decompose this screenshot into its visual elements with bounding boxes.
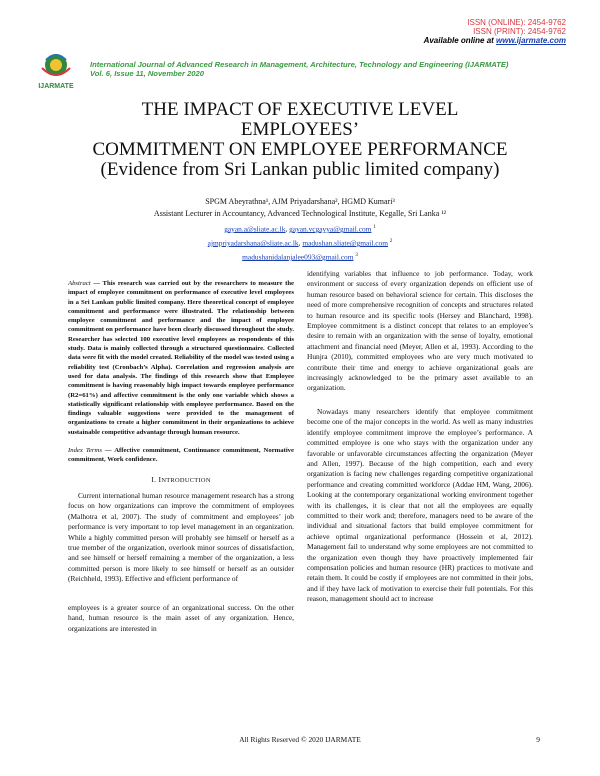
body-paragraph: identifying variables that influence to job performance. Today, work environment or success of every organization depends on efficient use of human resource based on behavioral science for certain. This discloses the need of more comprehensive recognition of concepts and structures related to human resource and its specific tools (Hersey and Blanchard, 1998). Employee commitment is a distinct concept that relates to an employee’s desire to remain with an organization with the sense of loyalty, emotional attachment and financial need (Meyer, Allen et al, 1993). According to the Hunjra (2010), committed employees who are very much motivated to contribute their time and energy to achieve organizational goals are increasingly acknowledged to be the primary asset available to an organization. [307,269,533,393]
logo-text: IJARMATE [38,83,74,90]
email-link[interactable]: madushanidalanjalee093@gmail.com [242,252,354,262]
body-paragraph: employees is a greater source of an organizational success. On the other hand, human resource is the main asset of any organization. Hence, organizations are interested in [68,602,294,633]
index-terms [68,446,294,465]
abstract-text: — This research was carried out by the researchers to measure the impact of employee commitment on performance of executive level employees in a Sri Lankan public limited company. Here theoretical concept of employee commitment and performance were illustrated. The relationship between employee commitment and performance and the impact of employee commitment on performance have been clearly discussed throughout the study. Researcher has selected 100 executive level employees as respondents of this study. Data is mainly collected through a structured questionnaire. Collected data were fit with the model created. Reliability of the model was tested using a reliability test (Cronbach’s Alpha). Correlation and regression analysis are used for data analysis. The findings of this research show that Employee commitment is having reasonably high impact towards employee performance (R2=61%) and affective commitment is the only one variable which shows a statistically significant relationship with employee performance. Based on the findings valuable suggestions were provided to the management of organizations to create a higher commitment in their organizations to achieve sustainable competitive advantage through human resource. [68,280,295,436]
email-link[interactable]: gayan.a@sliate.ac.lk [224,224,286,234]
section-heading-introduction [68,475,294,486]
title-line-3: COMMITMENT ON EMPLOYEE PERFORMANCE [92,139,508,160]
available-online [424,36,566,45]
available-prefix: Available online at [423,36,494,45]
authors: SPGM Abeyrathna¹, AJM Priyadarshana², HGMD Kumari³ [205,197,395,206]
email-line-1: gayan.a@sliate.ac.lk, gayan.vcgayya@gmail.com $^1$ [224,224,376,234]
email-link[interactable]: madushan.sliate@gmail.com [302,238,388,248]
paper-title [0,100,600,180]
title-line-4: (Evidence from Sri Lankan public limited company) [100,159,500,180]
right-column [307,269,533,605]
email-sup: 3 [355,252,358,258]
journal-header [28,52,573,88]
email-line-2: ajmpriyadarshana@sliate.ac.lk, madushan.sliate@gmail.com $^2$ [207,238,393,248]
journal-issue: Vol. 6, Issue 11, November 2020 [90,69,204,78]
issn-online: ISSN (ONLINE): 2454-9762 [467,18,566,27]
journal-title: International Journal of Advanced Research in Management, Architecture, Technology and Engineering (IJARMATE) [90,60,509,69]
section-title-rest: NTRODUCTION [161,476,211,484]
body-paragraph: Nowadays many researchers identify that employee commitment become one of the major concepts in the world. As well as many industries identify employee commitment improve the employee’s performance. A committed employee is one who stays with the organization under any favorable or unfavorable circumstances affecting the organization (Meyer and Allen, 1997). Because of the high competition, each and every organization is facing new challenges regarding competitive organizational performance and creating committed workforce (Addae HM, Wang, 2006). Looking at the contemporary organizational working environment together with its challenges, it is clear that not all the employees are equally committed to their work and; therefore, managers need to be aware of the individual and situational factors that build employee commitment for achieve optimal organizational performance (Hossein et al, 2012). Management fail to understand why some employees are not committed to the organization even though they have proactively implemented fair compensation policies and human resource (HR) practices to motivate and retain them. It could be costly if employees are not committed in their jobs, and if they have lack of motivation to exercise their full potentials. For this reason, management should act to increase [307,406,533,604]
footer-rights: All Rights Reserved © 2020 IJARMATE [239,735,361,744]
page-number: 9 [536,735,540,744]
email-link[interactable]: gayan.vcgayya@gmail.com [289,224,372,234]
email-link[interactable]: ajmpriyadarshana@sliate.ac.lk [207,238,299,248]
section-first-letter: I [158,474,162,484]
issn-block [424,18,566,45]
email-sup: 2 [389,238,393,244]
section-numeral: I. [151,474,157,484]
index-terms-text: — Affective commitment, Continuance commitment, Normative commitment, Work confidence. [68,447,294,464]
body-paragraph: Current international human resource management research has a strong focus on how organizations can improve the commitment of employees (Malhotra et al, 2007). The study of commitment and employees’ job performance is very important to top level management in an organization. While a highly committed person will probably see himself or herself as a true member of the organization, overlook minor sources of dissatisfaction, and see himself or herself remaining a member of the organization, a less committed person is more likely to see himself or herself as an outsider (Reichheld, 1993). Effective and efficient performance of [68,491,294,584]
abstract-label: Abstract [68,280,91,287]
title-line-1: THE IMPACT OF EXECUTIVE LEVEL [141,99,459,120]
journal-website-link[interactable]: www.ijarmate.com [496,36,566,45]
abstract [68,279,294,437]
title-line-2: EMPLOYEES’ [240,119,360,140]
affiliation: Assistant Lecturer in Accountancy, Advanced Technological Institute, Kegalle, Sri Lanka ¹² [153,209,447,218]
issn-print: ISSN (PRINT): 2454-9762 [473,27,566,36]
email-line-3 [0,250,600,264]
index-terms-label: Index Terms [68,447,102,455]
author-emails [0,222,600,264]
ijarmate-logo-icon [28,52,84,92]
email-sup: 1 [373,225,376,230]
left-column [68,279,294,634]
